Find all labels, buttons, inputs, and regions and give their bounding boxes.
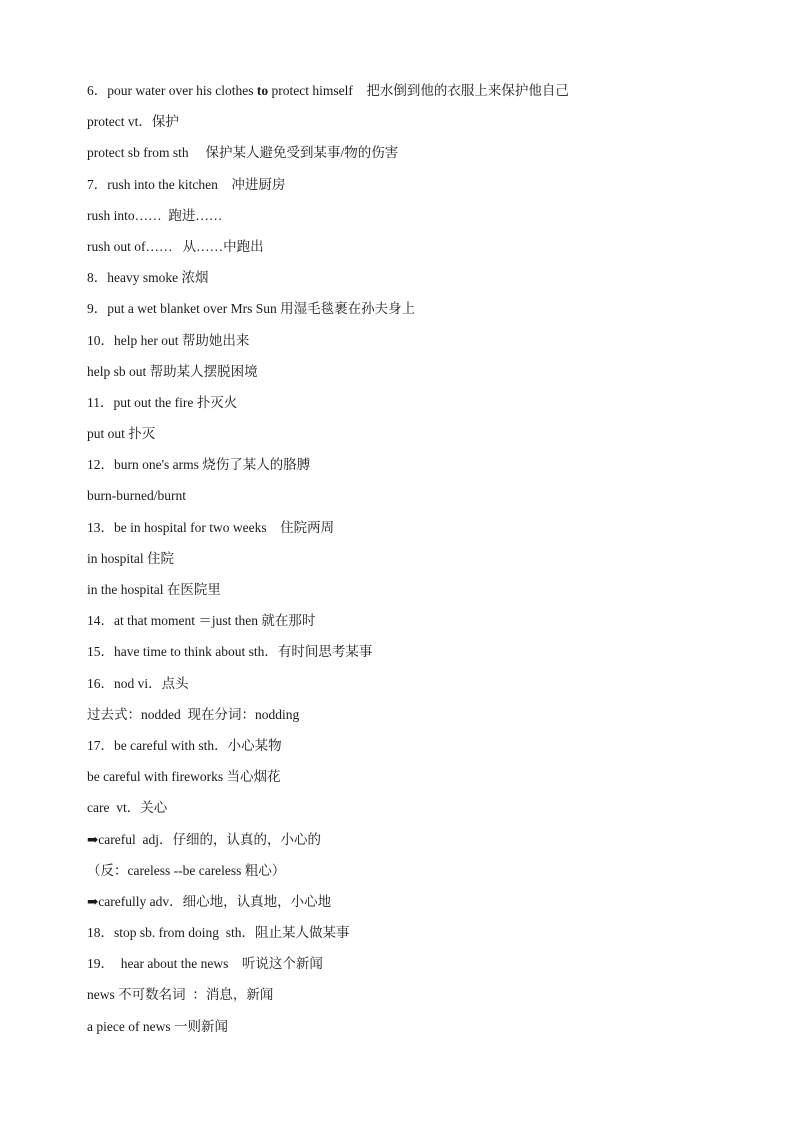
note-line: 9．put a wet blanket over Mrs Sun 用湿毛毯裹在孙夫身上 (87, 301, 416, 317)
note-line: protect vt．保护 (87, 114, 179, 130)
note-line: 12．burn one's arms 烧伤了某人的胳膊 (87, 457, 311, 473)
note-line: in the hospital 在医院里 (87, 582, 221, 597)
note-line: （反：careless --be careless 粗心） (87, 862, 286, 878)
note-line: 6．pour water over his clothes to protect himself 把水倒到他的衣服上来保护他自己 (87, 83, 569, 98)
note-line: ➡carefully adv．细心地，认真地，小心地 (87, 893, 332, 909)
note-line: rush out of…… 从……中跑出 (87, 238, 264, 254)
vocabulary-notes (87, 80, 727, 1047)
note-line: burn-burned/burnt (87, 488, 186, 504)
note-line: protect sb from sth 保护某人避免受到某事/物的伤害 (87, 145, 399, 161)
note-line: 18．stop sb. from doing sth．阻止某人做某事 (87, 925, 350, 941)
note-line: news 不可数名词 ：消息，新闻 (87, 987, 274, 1003)
note-line: help sb out 帮助某人摆脱困境 (87, 363, 258, 379)
note-line: in hospital 住院 (87, 550, 174, 566)
note-line: 11．put out the fire 扑灭火 (87, 394, 238, 410)
note-line: 19． hear about the news 听说这个新闻 (87, 956, 323, 972)
note-line: 8．heavy smoke 浓烟 (87, 270, 209, 286)
note-line: care vt．关心 (87, 800, 168, 816)
note-line: be careful with fireworks 当心烟花 (87, 769, 281, 785)
note-line: 16．nod vi．点头 (87, 675, 189, 691)
note-line: 13．be in hospital for two weeks 住院两周 (87, 519, 335, 535)
note-line: a piece of news 一则新闻 (87, 1018, 228, 1034)
note-line: ➡careful adj．仔细的，认真的，小心的 (87, 831, 322, 847)
note-line: 7．rush into the kitchen 冲进厨房 (87, 176, 286, 192)
note-line: rush into…… 跑进…… (87, 207, 223, 223)
note-line: 15．have time to think about sth．有时间思考某事 (87, 644, 373, 660)
note-line: 过去式：nodded 现在分词：nodding (87, 706, 300, 722)
note-line: 14．at that moment ＝just then 就在那时 (87, 613, 316, 629)
note-line: 17．be careful with sth．小心某物 (87, 737, 282, 753)
note-line: 10．help her out 帮助她出来 (87, 332, 250, 348)
note-line: put out 扑灭 (87, 426, 156, 442)
